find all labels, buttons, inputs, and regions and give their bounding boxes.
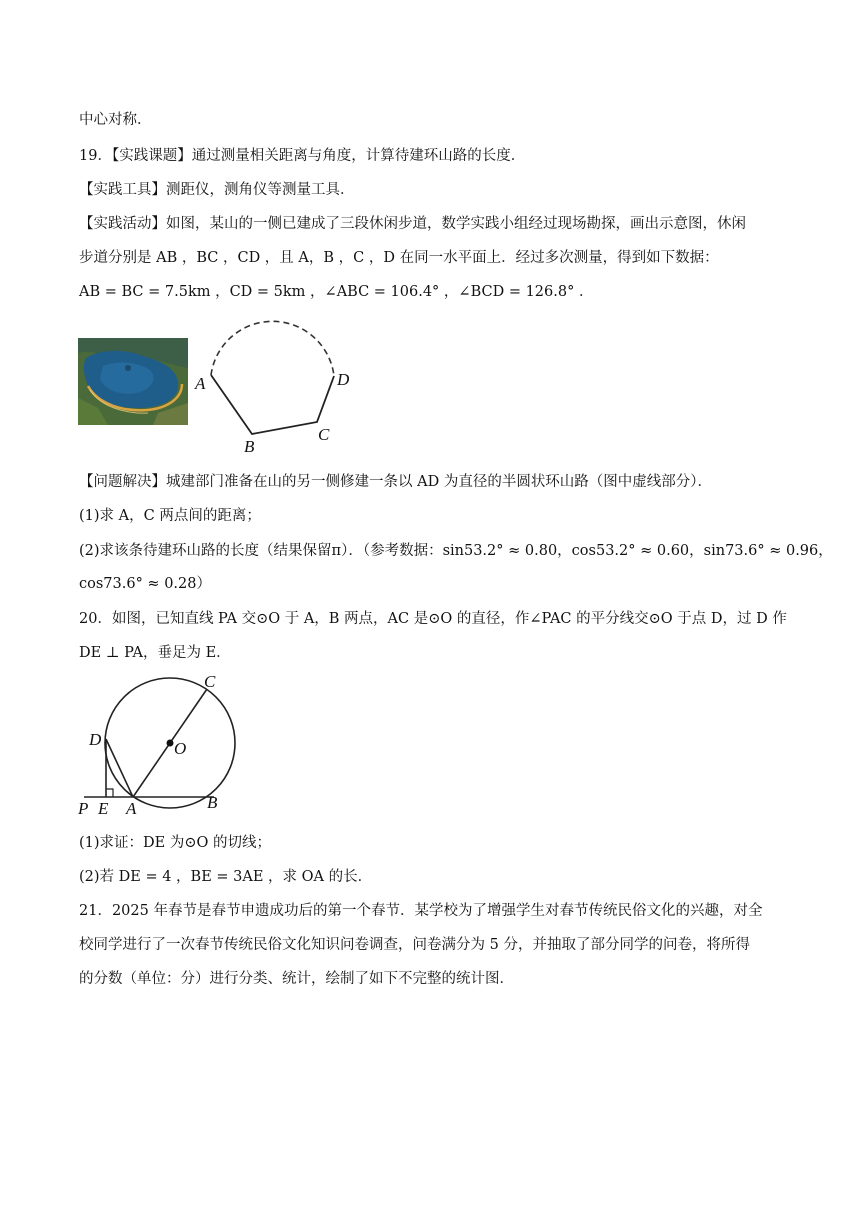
- q19-problem: 【问题解决】城建部门准备在山的另一侧修建一条以 AD 为直径的半圆状环山路（图中虚线部分）．: [79, 474, 713, 490]
- fig20-label-c: C: [204, 672, 216, 691]
- walkway-polyline: [211, 375, 334, 434]
- q21-line-3: 的分数（单位：分）进行分类、统计，绘制了如下不完整的统计图．: [79, 971, 514, 987]
- fig20-label-d: D: [89, 730, 102, 749]
- q21-line-2: 校同学进行了一次春节传统民俗文化知识问卷调查，问卷满分为 5 分，并抽取了部分同学的问卷，将所得: [79, 937, 750, 953]
- fig20-label-b: B: [207, 793, 218, 812]
- fig20-label-p: P: [78, 799, 89, 818]
- fig20-label-e: E: [98, 799, 109, 818]
- q19-activity-line-2: 步道分别是 AB ，BC ，CD ，且 A，B ，C ，D 在同一水平面上．经过多次测量，得到如下数据：: [79, 250, 719, 266]
- lake-photo: [78, 338, 188, 425]
- fig20-label-o: O: [174, 739, 187, 758]
- q20-part-1: (1)求证：DE 为⊙O 的切线；: [79, 835, 272, 851]
- dashed-semicircle-road: [211, 321, 334, 376]
- q19-activity-line-1: 【实践活动】如图，某山的一侧已建成了三段休闲步道，数学实践小组经过现场勘探，画出示意图，休闲: [79, 216, 746, 232]
- text-line-continuation: 中心对称．: [79, 112, 152, 128]
- figure-20-diagram: [76, 670, 256, 820]
- fig19-label-d: D: [337, 370, 350, 389]
- q20-line-2: DE ⊥ PA，垂足为 E．: [79, 645, 231, 661]
- center-o-point: [167, 740, 174, 747]
- q19-part-1: (1)求 A，C 两点间的距离；: [79, 508, 261, 524]
- q19-part-2: (2)求该条待建环山路的长度（结果保留π）．（参考数据：sin53.2° ≈ 0.80，cos53.2° ≈ 0.60，sin73.6° ≈ 0.96，: [79, 543, 833, 559]
- q19-tools: 【实践工具】测距仪，测角仪等测量工具．: [79, 182, 355, 198]
- figure-19-diagram: [195, 312, 365, 456]
- fig19-label-c: C: [318, 425, 330, 444]
- q20-line-1: 20．如图，已知直线 PA 交⊙O 于 A，B 两点，AC 是⊙O 的直径，作∠PAC 的平分线交⊙O 于点 D，过 D 作: [79, 611, 787, 627]
- fig19-label-b: B: [244, 437, 255, 456]
- q19-data: AB = BC = 7.5km ，CD = 5km ，∠ABC = 106.4° ，∠BCD = 126.8° ．: [79, 284, 594, 300]
- q19-title: 19．【实践课题】通过测量相关距离与角度，计算待建环山路的长度．: [79, 148, 526, 164]
- q21-line-1: 21．2025 年春节是春节申遗成功后的第一个春节．某学校为了增强学生对春节传统民俗文化的兴趣，对全: [79, 903, 763, 919]
- fig20-label-a: A: [126, 799, 137, 818]
- fig19-label-a: A: [195, 374, 206, 393]
- right-angle-mark: [106, 789, 113, 797]
- q19-part-2-cont: cos73.6° ≈ 0.28）: [79, 576, 211, 592]
- q20-part-2: (2)若 DE = 4 ，BE = 3AE ，求 OA 的长．: [79, 869, 373, 885]
